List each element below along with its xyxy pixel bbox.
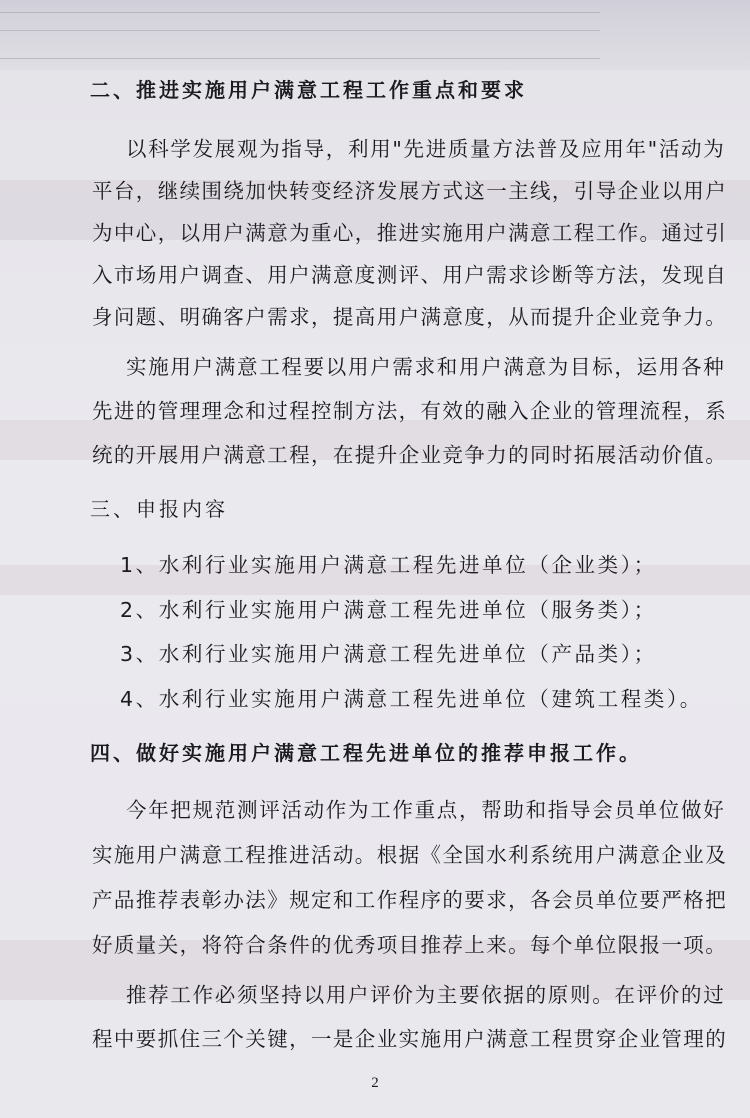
section-2-para-1-line-2: 平台，继续围绕加快转变经济发展方式这一主线，引导企业以用户 [92, 179, 728, 203]
section-2-para-1-line-5: 身问题、明确客户需求，提高用户满意度，从而提升企业竞争力。 [92, 305, 728, 329]
section-4-para-1-line-3: 产品推荐表彰办法》规定和工作程序的要求，各会员单位要严格把 [92, 888, 728, 912]
section-4-para-2-line-2: 程中要抓住三个关键，一是企业实施用户满意工程贯穿企业管理的 [92, 1027, 728, 1051]
section-2-heading: 二、推进实施用户满意工程工作重点和要求 [90, 78, 527, 102]
section-2-para-2-line-1: 实施用户满意工程要以用户需求和用户满意为目标，运用各种 [126, 355, 726, 379]
section-4-heading: 四、做好实施用户满意工程先进单位的推荐申报工作。 [90, 741, 642, 765]
section-2-para-2-line-3: 统的开展用户满意工程，在提升企业竞争力的同时拓展活动价值。 [92, 443, 728, 467]
section-3-item-4: 4、水利行业实施用户满意工程先进单位（建筑工程类）。 [120, 687, 703, 711]
section-3-item-3: 3、水利行业实施用户满意工程先进单位（产品类）； [120, 642, 657, 666]
section-2-para-1-line-3: 为中心，以用户满意为重心，推进实施用户满意工程工作。通过引 [92, 221, 728, 245]
section-2-para-1-line-4: 入市场用户调查、用户满意度测评、用户需求诊断等方法，发现自 [92, 263, 728, 287]
section-2-para-1-line-1: 以科学发展观为指导，利用"先进质量方法普及应用年"活动为 [126, 137, 726, 161]
section-4-para-2-line-1: 推荐工作必须坚持以用户评价为主要依据的原则。在评价的过 [126, 983, 726, 1007]
section-3-heading: 三、申报内容 [90, 497, 228, 521]
section-3-item-1: 1、水利行业实施用户满意工程先进单位（企业类）； [120, 553, 657, 577]
back-page-bleed-header [0, 0, 750, 70]
section-4-para-1-line-2: 实施用户满意工程推进活动。根据《全国水利系统用户满意企业及 [92, 843, 728, 867]
section-4-para-1-line-4: 好质量关，将符合条件的优秀项目推荐上来。每个单位限报一项。 [92, 933, 728, 957]
section-3-item-2: 2、水利行业实施用户满意工程先进单位（服务类）； [120, 598, 657, 622]
section-4-para-1-line-1: 今年把规范测评活动作为工作重点，帮助和指导会员单位做好 [126, 798, 726, 822]
page-number: 2 [371, 1075, 379, 1091]
section-2-para-2-line-2: 先进的管理理念和过程控制方法，有效的融入企业的管理流程，系 [92, 399, 728, 423]
